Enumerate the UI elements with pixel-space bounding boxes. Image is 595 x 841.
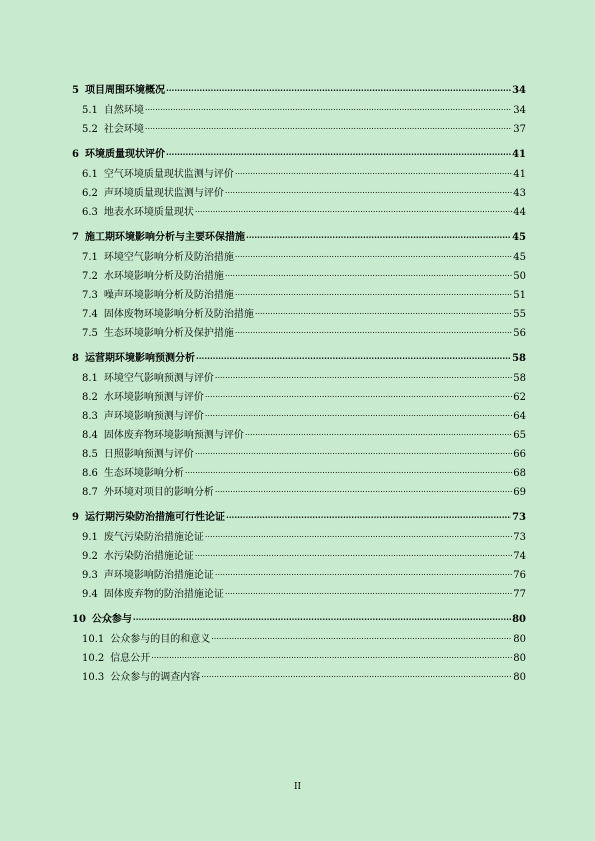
dot-leader [225,269,512,279]
toc-entry-page-number: 64 [513,411,526,422]
toc-section-entry[interactable] [72,447,526,459]
toc-entry-page-number: 68 [513,468,526,479]
toc-entry-title: 声环境影响预测与评价 [103,411,204,422]
toc-entry-number: 10.2 [82,653,105,664]
toc-entry-page-number: 55 [513,309,526,320]
table-of-contents [72,83,526,689]
toc-chapter-entry[interactable] [72,351,526,363]
toc-entry-title: 信息公开 [110,653,151,664]
toc-entry-title: 地表水环境质量现状 [103,207,194,218]
toc-entry-number: 7.5 [82,328,98,339]
toc-entry-page-number: 43 [513,188,526,199]
toc-entry-number: 10.3 [82,672,105,683]
toc-chapter-entry[interactable] [72,83,526,95]
toc-entry-title: 日照影响预测与评价 [103,449,194,460]
toc-entry-number: 7.1 [82,252,98,263]
toc-entry-number: 5 [72,85,79,96]
toc-section-entry[interactable] [72,288,526,300]
dot-leader [235,288,512,298]
toc-entry-title: 固体废弃物的防治措施论证 [103,589,224,600]
toc-entry-number: 8.2 [82,392,98,403]
toc-entry-number: 7 [72,232,79,243]
toc-entry-page-number: 73 [513,532,526,543]
toc-section-entry[interactable] [72,485,526,497]
dot-leader [205,530,512,540]
toc-entry-page-number: 65 [513,430,526,441]
dot-leader [145,122,512,132]
dot-leader [145,103,512,113]
toc-entry-title: 固体废物环境影响分析及防治措施 [103,309,254,320]
toc-section-entry[interactable] [72,390,526,402]
toc-entry-title: 声环境影响防治措施论证 [103,570,214,581]
toc-entry-number: 6 [72,149,79,160]
toc-entry-number: 5.2 [82,124,98,135]
toc-entry-page-number: 66 [513,449,526,460]
toc-section-entry[interactable] [72,428,526,440]
toc-entry-page-number: 58 [512,353,526,364]
toc-entry-number: 8.1 [82,373,98,384]
dot-leader [215,485,512,495]
dot-leader [255,307,512,317]
toc-section-entry[interactable] [72,651,526,663]
toc-section-entry[interactable] [72,307,526,319]
toc-entry-number: 7.2 [82,271,98,282]
toc-chapter-entry[interactable] [72,147,526,159]
dot-leader [211,632,512,642]
toc-entry-number: 6.1 [82,169,98,180]
toc-section-entry[interactable] [72,250,526,262]
toc-section-entry[interactable] [72,186,526,198]
toc-entry-title: 公众参与的目的和意义 [110,634,211,645]
toc-section-entry[interactable] [72,530,526,542]
toc-entry-page-number: 77 [513,589,526,600]
dot-leader [195,447,512,457]
toc-entry-page-number: 51 [513,290,526,301]
dot-leader [246,230,511,240]
toc-section-entry[interactable] [72,466,526,478]
dot-leader [215,568,512,578]
toc-section-entry[interactable] [72,549,526,561]
dot-leader [195,549,512,559]
toc-entry-page-number: 45 [512,232,526,243]
dot-leader [195,205,512,215]
toc-entry-title: 生态环境影响分析及保护措施 [103,328,234,339]
toc-entry-page-number: 37 [513,124,526,135]
dot-leader [151,651,512,661]
toc-entry-number: 8.5 [82,449,98,460]
toc-entry-page-number: 76 [513,570,526,581]
toc-entry-title: 生态环境影响分析 [103,468,184,479]
toc-entry-title: 水污染防治措施论证 [103,551,194,562]
toc-entry-page-number: 44 [513,207,526,218]
toc-entry-page-number: 80 [512,614,526,625]
dot-leader [133,612,511,622]
toc-entry-number: 8.7 [82,487,98,498]
toc-entry-title: 水环境影响预测与评价 [103,392,204,403]
toc-entry-page-number: 58 [513,373,526,384]
toc-entry-number: 9.3 [82,570,98,581]
toc-entry-title: 水环境影响分析及防治措施 [103,271,224,282]
dot-leader [196,351,511,361]
toc-entry-number: 8.6 [82,468,98,479]
dot-leader [205,409,512,419]
toc-entry-number: 10.1 [82,634,105,645]
toc-entry-title: 声环境质量现状监测与评价 [103,188,224,199]
toc-entry-page-number: 34 [513,105,526,116]
toc-entry-number: 6.2 [82,188,98,199]
dot-leader [245,428,512,438]
toc-entry-title: 固体废弃物环境影响预测与评价 [103,430,244,441]
toc-section-entry[interactable] [72,103,526,115]
toc-entry-page-number: 74 [513,551,526,562]
dot-leader [185,466,512,476]
toc-entry-number: 7.4 [82,309,98,320]
dot-leader [215,371,512,381]
toc-entry-title: 空气环境质量现状监测与评价 [103,169,234,180]
toc-entry-page-number: 56 [513,328,526,339]
toc-entry-number: 6.3 [82,207,98,218]
toc-entry-title: 环境空气影响预测与评价 [103,373,214,384]
dot-leader [235,250,512,260]
toc-section-entry[interactable] [72,587,526,599]
toc-section-entry[interactable] [72,122,526,134]
toc-entry-title: 公众参与 [91,614,132,625]
toc-chapter-entry[interactable] [72,612,526,624]
toc-entry-title: 自然环境 [103,105,144,116]
toc-section-entry[interactable] [72,670,526,682]
dot-leader [235,326,512,336]
toc-entry-page-number: 41 [513,169,526,180]
toc-entry-page-number: 50 [513,271,526,282]
toc-entry-number: 9.1 [82,532,98,543]
toc-section-entry[interactable] [72,205,526,217]
dot-leader [201,670,512,680]
toc-section-entry[interactable] [72,632,526,644]
toc-entry-title: 噪声环境影响分析及防治措施 [103,290,234,301]
toc-entry-number: 9.2 [82,551,98,562]
dot-leader [225,587,512,597]
toc-entry-page-number: 34 [512,85,526,96]
toc-entry-page-number: 45 [513,252,526,263]
toc-section-entry[interactable] [72,371,526,383]
dot-leader [166,83,511,93]
toc-entry-number: 9.4 [82,589,98,600]
toc-entry-number: 8.3 [82,411,98,422]
toc-entry-page-number: 80 [513,634,526,645]
page-footer-number: II [293,782,302,792]
toc-entry-page-number: 80 [513,653,526,664]
toc-chapter-entry[interactable] [72,230,526,242]
toc-entry-title: 社会环境 [103,124,144,135]
toc-entry-title: 废气污染防治措施论证 [103,532,204,543]
toc-entry-title: 施工期环境影响分析与主要环保措施 [84,232,245,243]
toc-entry-page-number: 62 [513,392,526,403]
toc-entry-title: 运行期污染防治措施可行性论证 [84,512,225,523]
toc-entry-number: 8 [72,353,79,364]
dot-leader [205,390,512,400]
toc-entry-page-number: 80 [513,672,526,683]
dot-leader [166,147,511,157]
toc-entry-page-number: 73 [512,512,526,523]
toc-chapter-entry[interactable] [72,510,526,522]
dot-leader [225,186,512,196]
toc-section-entry[interactable] [72,167,526,179]
dot-leader [235,167,512,177]
toc-entry-title: 环境质量现状评价 [84,149,165,160]
toc-entry-title: 公众参与的调查内容 [110,672,201,683]
toc-entry-number: 8.4 [82,430,98,441]
toc-entry-number: 5.1 [82,105,98,116]
toc-entry-title: 外环境对项目的影响分析 [103,487,214,498]
toc-section-entry[interactable] [72,409,526,421]
toc-section-entry[interactable] [72,269,526,281]
toc-entry-number: 9 [72,512,79,523]
toc-section-entry[interactable] [72,326,526,338]
toc-entry-title: 运营期环境影响预测分析 [84,353,195,364]
toc-entry-page-number: 69 [513,487,526,498]
toc-entry-number: 7.3 [82,290,98,301]
toc-entry-number: 10 [72,614,86,625]
dot-leader [226,510,511,520]
toc-entry-title: 项目周围环境概况 [84,85,165,96]
toc-entry-page-number: 41 [512,149,526,160]
toc-section-entry[interactable] [72,568,526,580]
toc-entry-title: 环境空气影响分析及防治措施 [103,252,234,263]
